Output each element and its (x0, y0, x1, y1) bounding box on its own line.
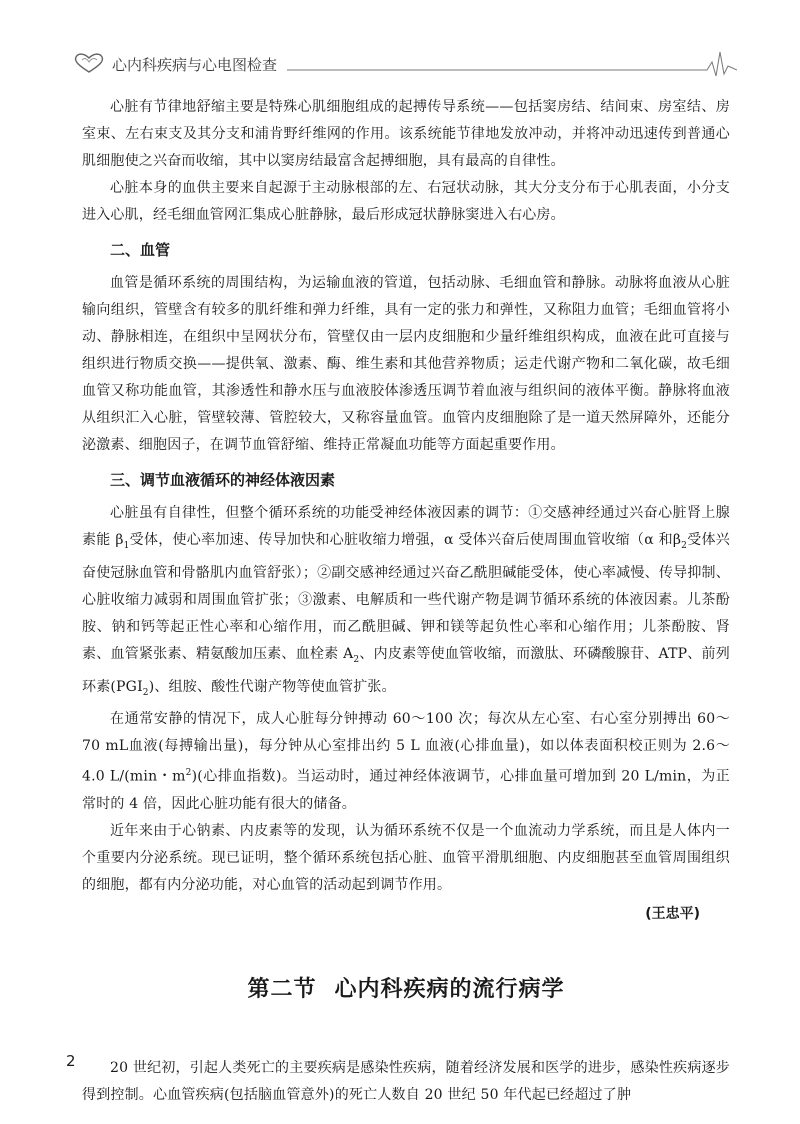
section-heading-neurohumoral: 三、调节血液循环的神经体液因素 (110, 471, 336, 489)
paragraph-conduction-system: 心脏有节律地舒缩主要是特殊心肌细胞组成的起搏传导系统——包括窦房结、结间束、房室结、房室束、左右束支及其分支和浦肯野纤维网的作用。该系统能节律地发放冲动，并将冲动迅速传到普通心肌细胞使之兴奋而收缩，其中以窦房结最富含起搏细胞，具有最高的自律性。 (82, 99, 730, 169)
paragraph-blood-vessels: 血管是循环系统的周围结构，为运输血液的管道，包括动脉、毛细血管和静脉。动脉将血液从心脏输向组织，管壁含有较多的肌纤维和弹力纤维，具有一定的张力和弹性，又称阻力血管；毛细血管将小动、静脉相连，在组织中呈网状分布，管壁仅由一层内皮细胞和少量纤维组织构成，血液在此可直接与组织进行物质交换——提供氧、激素、酶、维生素和其他营养物质；运走代谢产物和二氧化碳，故毛细血管又称功能血管，其渗透性和静水压与血液胶体渗透压调节着血液与组织间的液体平衡。静脉将血液从组织汇入心脏，管壁较薄、管腔较大，又称容量血管。血管内皮细胞除了是一道天然屏障外，还能分泌激素、细胞因子，在调节血管舒缩、维持正常凝血功能等方面起重要作用。 (82, 275, 730, 453)
paragraph-endocrine-system: 近年来由于心钠素、内皮素等的发现，认为循环系统不仅是一个血流动力学系统，而且是人体内一个重要内分泌系统。现已证明，整个循环系统包括心脏、血管平滑肌细胞、内皮细胞甚至血管周围组织的细胞，都有内分泌功能，对心血管的活动起到调节作用。 (82, 823, 730, 894)
paragraph-neurohumoral-regulation: 心脏虽有自律性，但整个循环系统的功能受神经体液因素的调节：①交感神经通过兴奋心脏肾上腺素能 $\beta_1$受体，使心率加速、传导加快和心脏收缩力增强，α 受体兴奋后使周围血管收缩（α 和$\beta_2$受体兴奋使冠脉血管和骨骼肌内血管舒张）；②副交感神经通过兴奋乙酰胆碱能受体，使心率减慢、传导抑制、心脏收缩力减弱和周围血管扩张；③激素、电解质和一些代谢产物是调节循环系统的体液因素。儿茶酚胺、钠和钙等起正性心率和心缩作用，而乙酰胆碱、钾和镁等起负性心率和心缩作用；儿茶酚胺、肾素、血管紧张素、精氨酸加压素、血栓素 $A_2$、内皮素等使血管收缩，而激肽、环磷酸腺苷、ATP、前列环素$(PGI_2)$、组胺、酸性代谢产物等使血管扩张。 (82, 505, 730, 698)
page-number: 2 (66, 1052, 76, 1070)
author-attribution: (王忠平) (645, 906, 700, 923)
running-header (62, 48, 737, 78)
section-heading-blood-vessels: 二、血管 (110, 241, 171, 259)
heart-logo-icon (72, 52, 106, 74)
paragraph-coronary-supply: 心脏本身的血供主要来自起源于主动脉根部的左、右冠状动脉，其大分支分布于心肌表面，小分支进入心肌，经毛细血管网汇集成心脏静脉，最后形成冠状静脉窦进入右心房。 (82, 180, 730, 223)
page-content (82, 94, 730, 1109)
paragraph-cardiac-output: 在通常安静的情况下，成人心脏每分钟搏动 60～100 次；每次从左心室、右心室分别搏出 60～70 mL血液(每搏输出量)，每分钟从心室排出约 5 L 血液(心排血量)，如以体表面积校正则为 2.6～4.0 L/(min・$m^2$)(心排血指数)。当运动时，通过神经体液调节，心排血量可增加到 20 L/min，为正常时的 4 倍，因此心脏功能有很大的储备。 (82, 711, 731, 813)
header-title: 心内科疾病与心电图检查 (112, 56, 278, 74)
chapter-title: 第二节 心内科疾病的流行病学 (247, 977, 565, 1003)
paragraph-epidemiology: 20 世纪初，引起人类死亡的主要疾病是感染性疾病，随着经济发展和医学的进步，感染性疾病逐步得到控制。心血管疾病(包括脑血管意外)的死亡人数自 20 世纪 50 年代起已经超过了肿 (82, 1060, 730, 1104)
ecg-line-icon (287, 48, 737, 78)
